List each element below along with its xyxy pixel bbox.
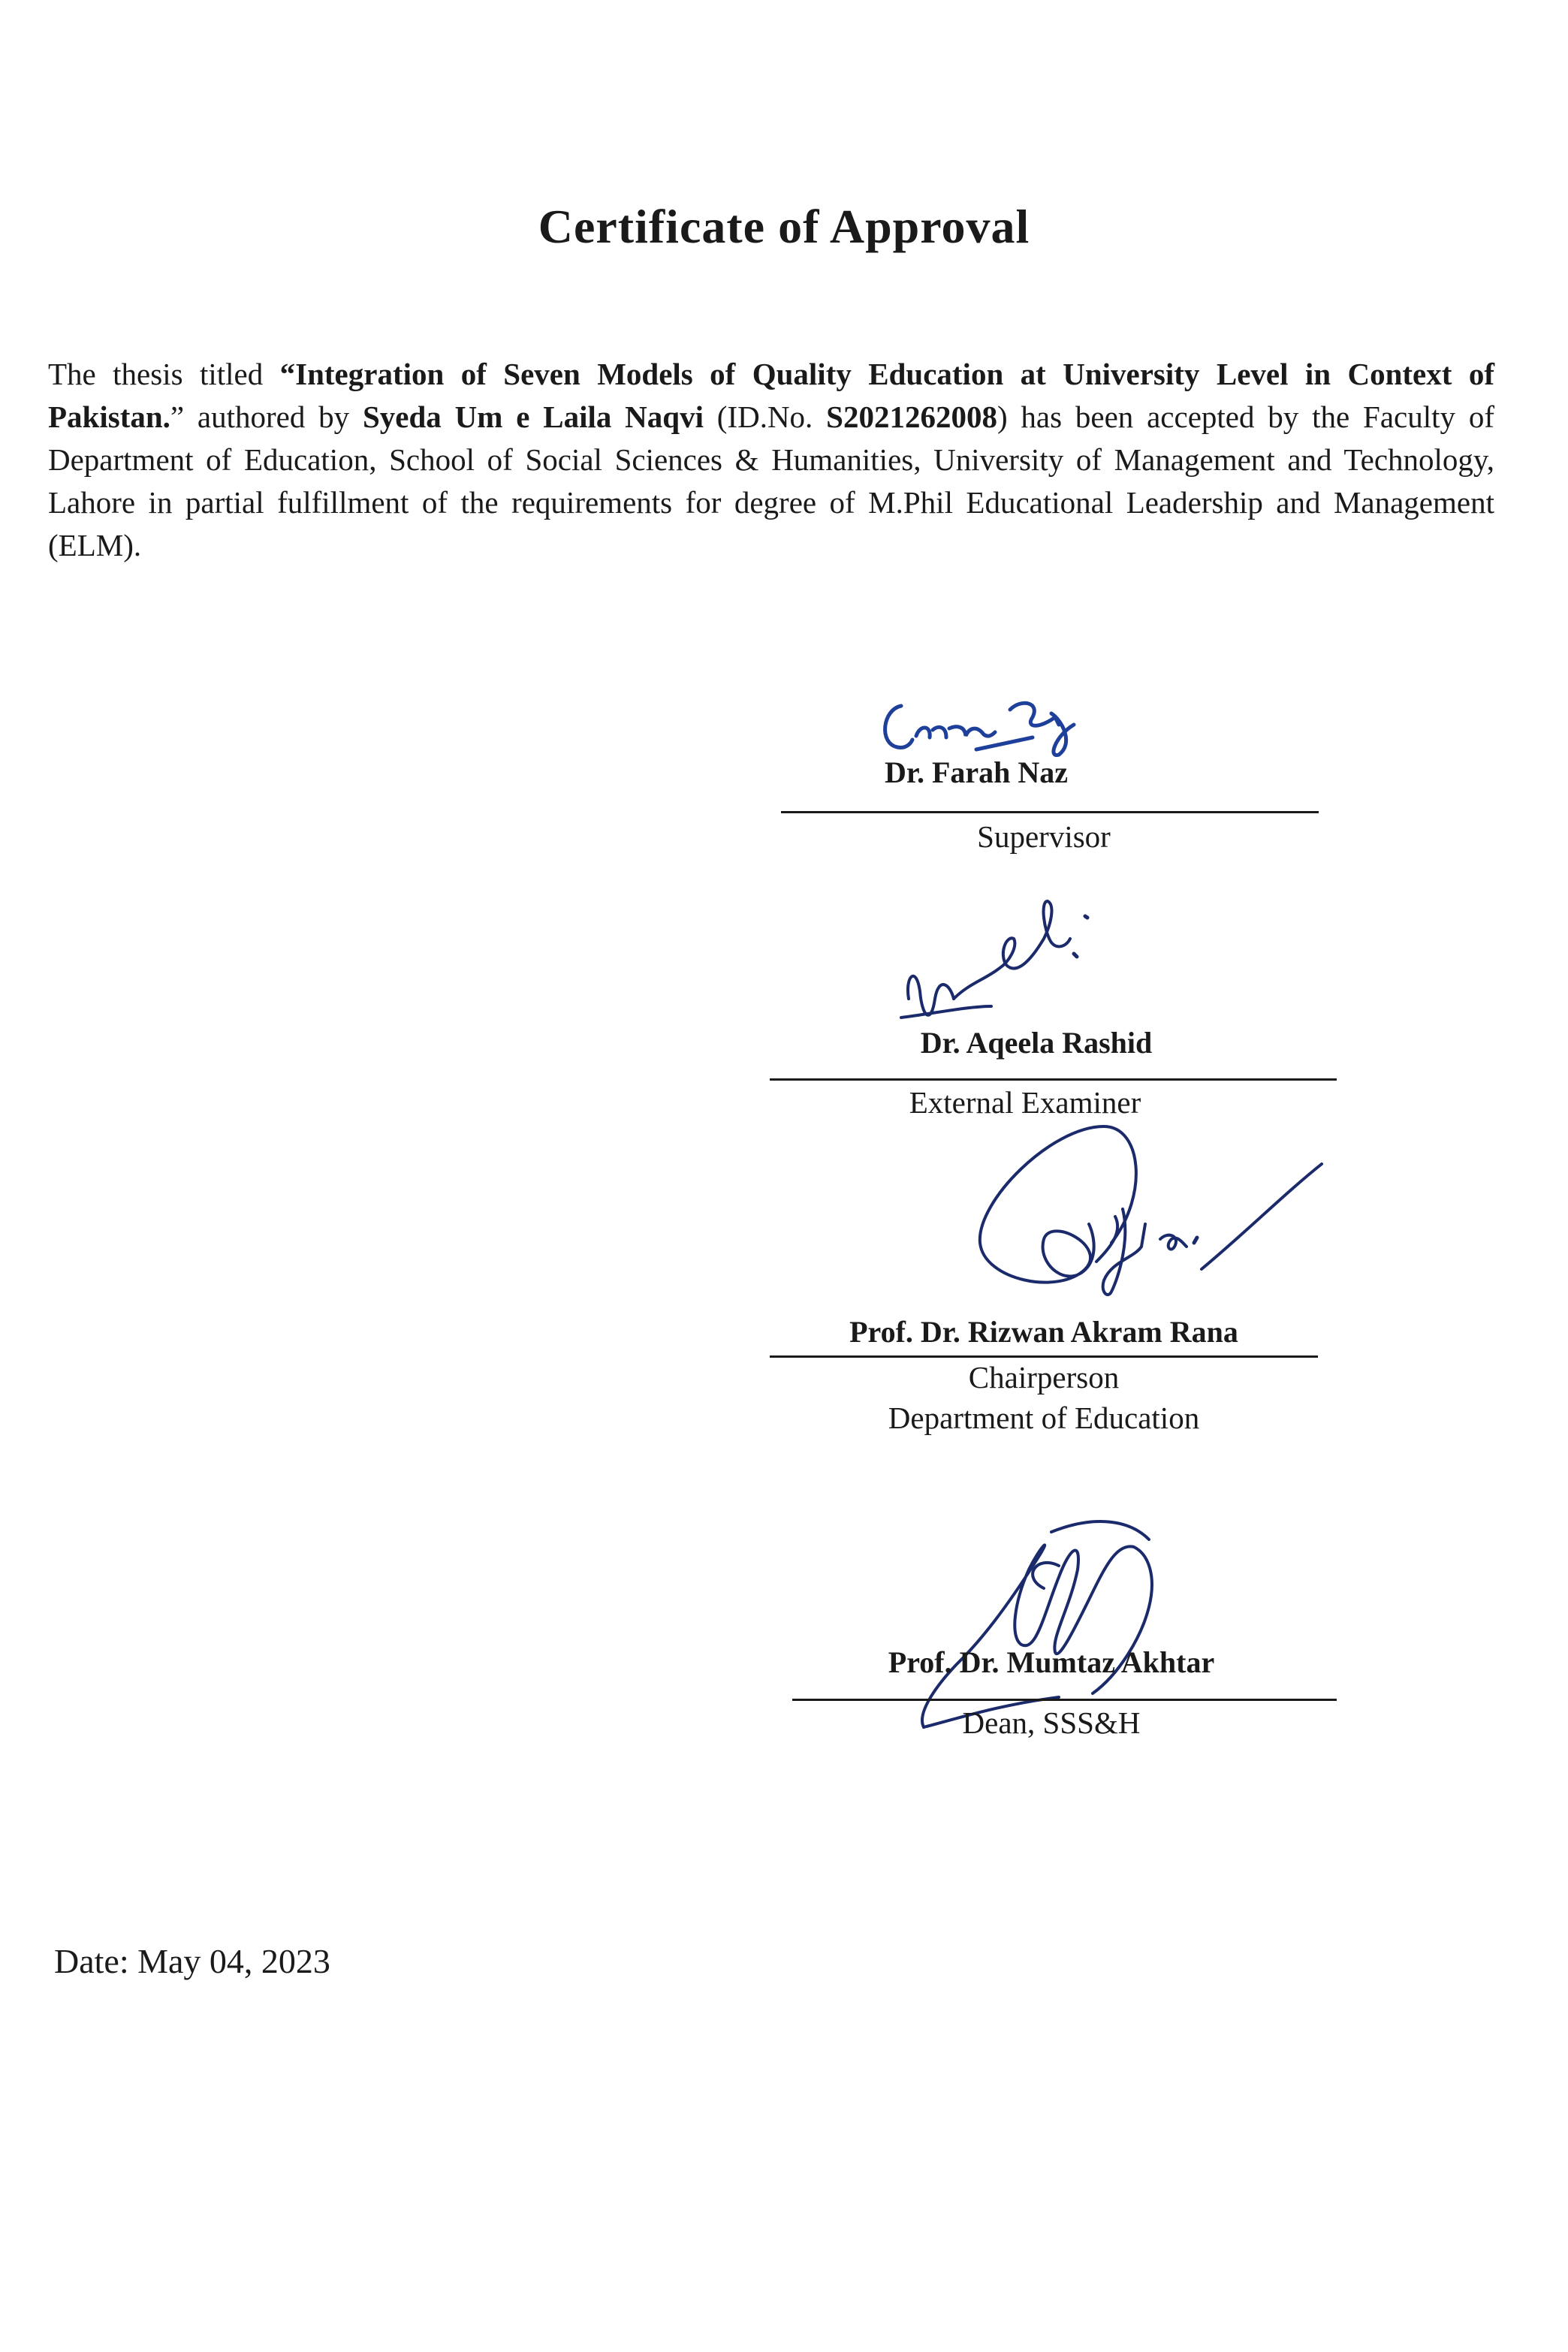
body-text-1: The thesis titled — [48, 357, 280, 391]
dean-role: Dean, SSS&H — [962, 1705, 1141, 1740]
dean-name: Prof. Dr. Mumtaz Akhtar — [888, 1645, 1215, 1679]
certificate-body — [48, 353, 1494, 567]
chairperson-signature — [961, 1119, 1337, 1314]
approval-date: Date: May 04, 2023 — [54, 1942, 330, 1980]
certificate-title: Certificate of Approval — [538, 200, 1030, 253]
chairperson-signature-line — [770, 1355, 1318, 1358]
dean-signature-line — [792, 1699, 1337, 1701]
chairperson-department: Department of Education — [888, 1401, 1200, 1435]
body-text-2: ” authored by — [170, 400, 363, 434]
external-examiner-signature-line — [770, 1078, 1337, 1081]
supervisor-signature — [871, 683, 1141, 766]
body-text-3: (ID.No. — [703, 400, 827, 434]
external-examiner-name: Dr. Aqeela Rashid — [920, 1026, 1153, 1060]
supervisor-role: Supervisor — [977, 819, 1111, 854]
body-text-4: ) has been accepted by the Faculty of Department of Education, School of Social Sciences & Humanities, University of Management and Technology, Lahore in partial fulfillment of the requirements for degree of M.Phil Educational Leadership and Management (ELM). — [48, 400, 1494, 562]
external-examiner-role: External Examiner — [909, 1085, 1141, 1120]
supervisor-name: Dr. Farah Naz — [884, 755, 1069, 789]
supervisor-signature-line — [781, 811, 1319, 813]
thesis-title: “Integration of Seven Models of Quality Education at University Level in Context of Pakistan. — [48, 357, 1494, 434]
chairperson-name: Prof. Dr. Rizwan Akram Rana — [849, 1315, 1238, 1349]
chairperson-role: Chairperson — [968, 1360, 1120, 1395]
author-name: Syeda Um e Laila Naqvi — [363, 400, 704, 434]
student-id: S2021262008 — [826, 400, 997, 434]
